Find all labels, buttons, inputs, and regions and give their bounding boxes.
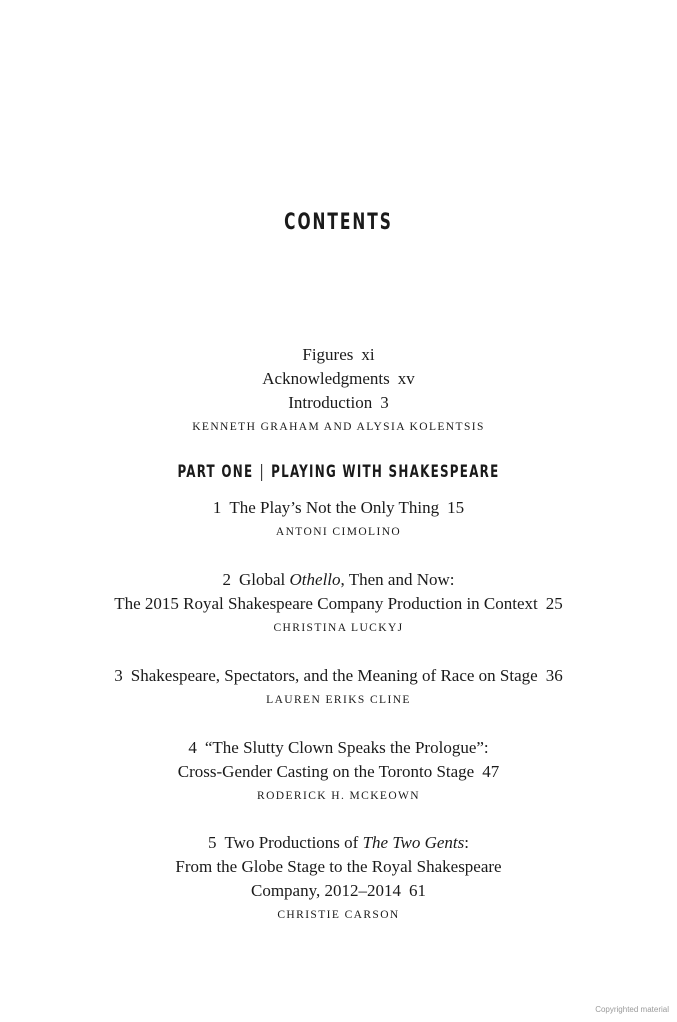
chapter-page: 25 bbox=[545, 594, 563, 613]
chapter-3[interactable] bbox=[0, 664, 677, 708]
chapter-subtitle: Company, 2012–2014 bbox=[250, 881, 401, 900]
chapter-subtitle: Cross-Gender Casting on the Toronto Stage bbox=[177, 762, 475, 781]
toc-entry-acknowledgments[interactable] bbox=[0, 367, 677, 391]
chapter-title-line bbox=[0, 496, 677, 520]
chapter-page: 36 bbox=[545, 666, 563, 685]
chapter-author: LAUREN ERIKS CLINE bbox=[266, 694, 411, 706]
intro-authors: KENNETH GRAHAM AND ALYSIA KOLENTSIS bbox=[192, 421, 485, 433]
chapter-subtitle: The 2015 Royal Shakespeare Company Production in Context bbox=[114, 594, 538, 613]
chapter-2[interactable] bbox=[0, 568, 677, 636]
part-label: PART ONE bbox=[177, 462, 254, 482]
chapter-title-part: : bbox=[464, 833, 470, 852]
chapter-title-line bbox=[0, 664, 677, 688]
part-separator: | bbox=[259, 462, 265, 482]
chapter-title-italic: The Two Gents bbox=[362, 833, 465, 852]
chapter-title: Shakespeare, Spectators, and the Meaning of Race on Stage bbox=[130, 666, 538, 685]
chapter-title: “The Slutty Clown Speaks the Prologue”: bbox=[204, 738, 489, 757]
chapter-title-line bbox=[0, 831, 677, 855]
part-heading bbox=[74, 462, 602, 482]
contents-heading: CONTENTS bbox=[284, 210, 393, 235]
toc-entry-title: Figures bbox=[302, 345, 354, 364]
chapter-number: 2 bbox=[222, 570, 231, 589]
toc-entry-title: Introduction bbox=[288, 393, 373, 412]
chapter-subtitle-line bbox=[0, 592, 677, 616]
chapter-4[interactable] bbox=[0, 736, 677, 804]
chapter-number: 3 bbox=[114, 666, 123, 685]
chapter-title-line bbox=[0, 568, 677, 592]
toc-entry-page: xv bbox=[397, 369, 415, 388]
toc-entry-page: 3 bbox=[380, 393, 389, 412]
copyright-note: Copyrighted material bbox=[595, 1005, 669, 1014]
chapter-subtitle-line bbox=[0, 760, 677, 784]
chapter-title-line bbox=[0, 736, 677, 760]
chapter-number: 1 bbox=[212, 498, 222, 517]
part-title: PLAYING WITH SHAKESPEARE bbox=[271, 462, 500, 482]
chapter-5[interactable] bbox=[0, 831, 677, 923]
front-matter-list bbox=[0, 343, 677, 435]
chapter-author: ANTONI CIMOLINO bbox=[275, 526, 402, 538]
chapter-page: 61 bbox=[409, 881, 426, 900]
toc-entry-introduction[interactable] bbox=[0, 391, 677, 415]
chapter-subtitle: From the Globe Stage to the Royal Shakespeare bbox=[175, 857, 502, 876]
chapter-page: 15 bbox=[447, 498, 465, 517]
chapter-title-part: , Then and Now: bbox=[340, 570, 455, 589]
chapter-subtitle-line bbox=[0, 855, 677, 879]
chapter-number: 4 bbox=[188, 738, 197, 757]
toc-entry-figures[interactable] bbox=[0, 343, 677, 367]
chapter-author: RODERICK H. MCKEOWN bbox=[257, 790, 420, 802]
chapter-title-part: Global bbox=[239, 570, 290, 589]
chapter-title-part: Two Productions of bbox=[224, 833, 363, 852]
chapter-subtitle-line bbox=[0, 879, 677, 903]
toc-entry-title: Acknowledgments bbox=[262, 369, 390, 388]
chapter-title: The Play’s Not the Only Thing bbox=[229, 498, 440, 517]
toc-entry-page: xi bbox=[361, 345, 375, 364]
chapter-author: CHRISTIE CARSON bbox=[277, 909, 400, 921]
chapter-1[interactable] bbox=[0, 496, 677, 540]
chapter-author: CHRISTINA LUCKYJ bbox=[273, 622, 404, 634]
chapter-title-italic: Othello bbox=[289, 570, 341, 589]
chapter-number: 5 bbox=[207, 833, 217, 852]
chapter-page: 47 bbox=[482, 762, 500, 781]
